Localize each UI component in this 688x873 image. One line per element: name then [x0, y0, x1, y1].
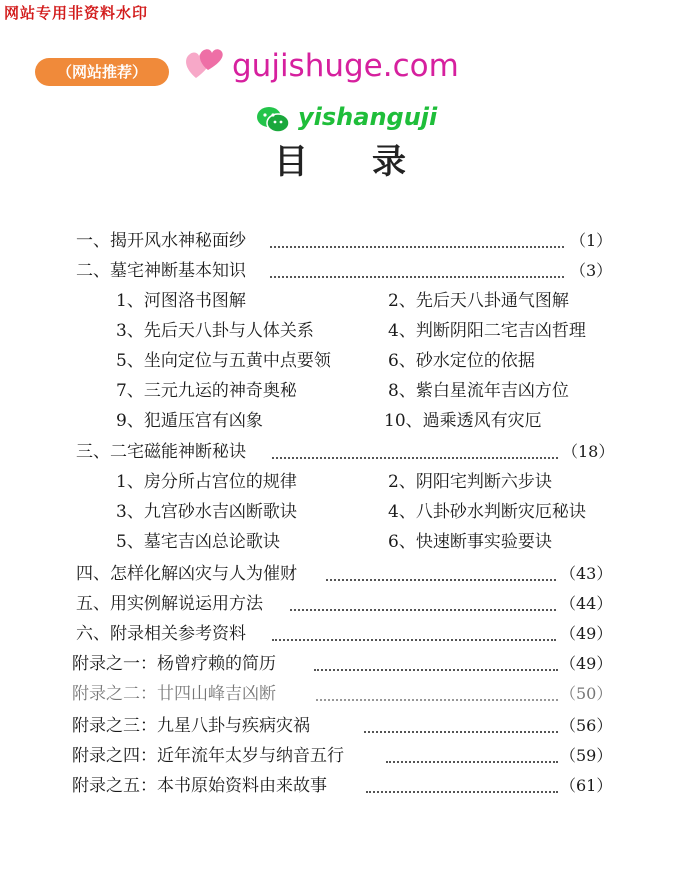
- toc-entry-page: （49）: [560, 654, 613, 673]
- toc-entry: [0, 437, 688, 467]
- toc-subentry-row: [0, 316, 688, 346]
- dot-leader: [270, 276, 564, 278]
- toc-entry-page: （56）: [560, 716, 613, 735]
- toc-entry: [0, 226, 688, 256]
- toc-entry-page: （43）: [560, 564, 613, 583]
- dot-leader: [314, 669, 558, 671]
- wechat-id: yishanguji: [298, 103, 438, 131]
- promo-badge: （网站推荐）: [35, 58, 169, 86]
- toc-subentry: 10、過乘透风有灾厄: [384, 411, 542, 431]
- toc-entry-label: 附录之四：近年流年太岁与纳音五行: [72, 746, 344, 766]
- toc-entry-label: 附录之二：廿四山峰吉凶断: [72, 684, 276, 704]
- toc-subentry: 3、先后天八卦与人体关系: [116, 321, 314, 341]
- toc-entry: [0, 771, 688, 801]
- toc-subentry-row: [0, 406, 688, 436]
- toc-subentry-row: [0, 376, 688, 406]
- toc-entry-label: 附录之五：本书原始资料由来故事: [72, 776, 327, 796]
- toc-subentry: 6、快速断事实验要诀: [388, 532, 552, 552]
- toc-entry: [0, 679, 688, 709]
- toc-entry: [0, 741, 688, 771]
- dot-leader: [290, 609, 556, 611]
- toc-entry-page: （1）: [570, 231, 613, 250]
- dot-leader: [316, 699, 558, 701]
- title-char-right: 录: [372, 142, 406, 182]
- toc-entry-label: 五、用实例解说运用方法: [76, 594, 263, 614]
- toc-entry-page: （18）: [562, 442, 615, 461]
- toc-subentry: 4、八卦砂水判断灾厄秘诀: [388, 502, 586, 522]
- site-url: gujishuge.com: [232, 48, 459, 84]
- toc-entry: [0, 589, 688, 619]
- toc-subentry-row: [0, 467, 688, 497]
- toc-entry-label: 三、二宅磁能神断秘诀: [76, 442, 246, 462]
- toc-subentry: 5、墓宅吉凶总论歌诀: [116, 532, 280, 552]
- dot-leader: [272, 457, 558, 459]
- dot-leader: [366, 791, 558, 793]
- dot-leader: [364, 731, 558, 733]
- toc-entry: [0, 649, 688, 679]
- toc-entry-label: 附录之一：杨曾疗赖的简历: [72, 654, 276, 674]
- hearts-icon: [182, 40, 226, 84]
- toc-entry-label: 二、墓宅神断基本知识: [76, 261, 246, 281]
- toc-entry-page: （50）: [560, 684, 613, 703]
- watermark-text: 网站专用非资料水印: [4, 4, 149, 22]
- toc-entry: [0, 256, 688, 286]
- toc-entry-label: 一、揭开风水神秘面纱: [76, 231, 246, 251]
- toc-subentry: 2、阴阳宅判断六步诀: [388, 472, 552, 492]
- toc-subentry-row: [0, 346, 688, 376]
- toc-subentry: 9、犯遁压宫有凶象: [116, 411, 263, 431]
- dot-leader: [270, 246, 564, 248]
- toc-entry-page: （59）: [560, 746, 613, 765]
- toc-entry-page: （3）: [570, 261, 613, 280]
- toc-subentry: 2、先后天八卦通气图解: [388, 291, 569, 311]
- toc-subentry: 3、九宫砂水吉凶断歌诀: [116, 502, 297, 522]
- toc-entry-page: （49）: [560, 624, 613, 643]
- toc-subentry: 1、河图洛书图解: [116, 291, 246, 311]
- toc-entry-page: （61）: [560, 776, 613, 795]
- dot-leader: [386, 761, 558, 763]
- toc-subentry: 6、砂水定位的依据: [388, 351, 535, 371]
- toc-subentry: 1、房分所占宫位的规律: [116, 472, 297, 492]
- toc-subentry: 7、三元九运的神奇奥秘: [116, 381, 297, 401]
- dot-leader: [272, 639, 556, 641]
- toc-subentry-row: [0, 527, 688, 557]
- toc-subentry: 5、坐向定位与五黄中点要领: [116, 351, 331, 371]
- dot-leader: [326, 579, 556, 581]
- toc-entry: [0, 711, 688, 741]
- toc-entry-label: 六、附录相关参考资料: [76, 624, 246, 644]
- toc-entry-label: 四、怎样化解凶灾与人为催财: [76, 564, 297, 584]
- title-char-left: 目: [274, 142, 308, 182]
- toc-subentry-row: [0, 497, 688, 527]
- toc-subentry: 4、判断阴阳二宅吉凶哲理: [388, 321, 586, 341]
- toc-subentry-row: [0, 286, 688, 316]
- toc-entry-label: 附录之三：九星八卦与疾病灾祸: [72, 716, 310, 736]
- toc-entry-page: （44）: [560, 594, 613, 613]
- wechat-icon: [256, 104, 290, 136]
- toc-entry: [0, 559, 688, 589]
- toc-entry: [0, 619, 688, 649]
- toc-subentry: 8、紫白星流年吉凶方位: [388, 381, 569, 401]
